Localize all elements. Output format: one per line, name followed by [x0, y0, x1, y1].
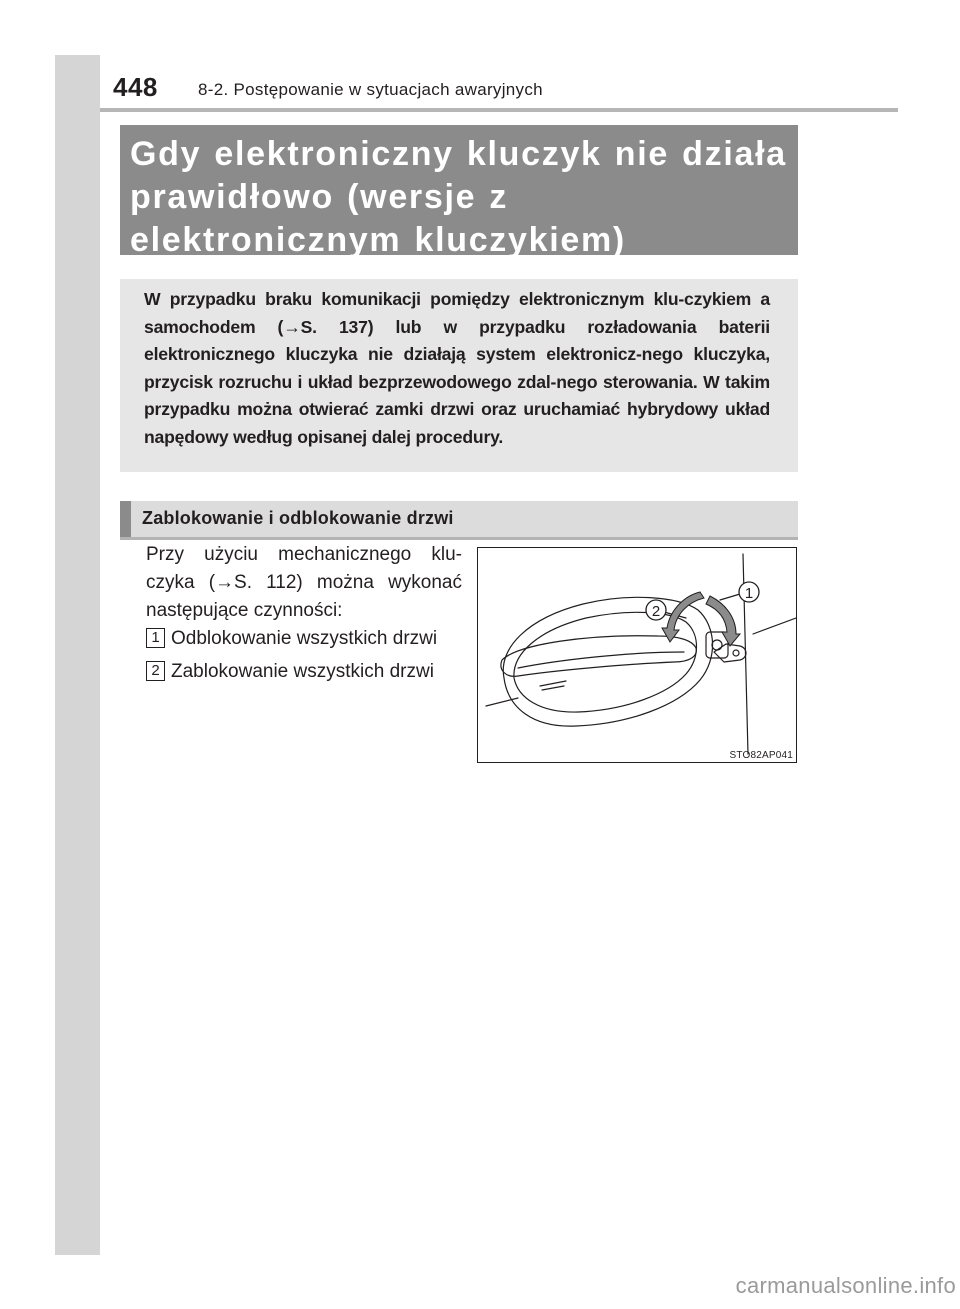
watermark: carmanualsonline.info: [735, 1273, 956, 1298]
page-number: 448: [113, 72, 158, 102]
intro-text: W przypadku braku komunikacji pomiędzy elektronicznym klu-czykiem a samochodem (→S. 137) lub w przypadku rozładowania baterii elektronicznego kluczyka nie działają system elektronicz-nego kluczyka, przycisk rozruchu i układ bezprzewodowego zdal-nego sterowania. W takim przypadku można otwierać zamki drzwi oraz uruchamiać hybrydowy układ napędowy według opisanej dalej procedury.: [144, 289, 770, 447]
step-number-badge: 2: [146, 661, 165, 681]
step-item-lock: [146, 658, 434, 686]
page-title: Gdy elektroniczny kluczyk nie działa prawidłowo (wersje z elektronicznym kluczykiem): [130, 135, 787, 259]
header-rule: [100, 108, 898, 112]
step-item-unlock: [146, 625, 437, 653]
door-handle-illustration: [478, 548, 797, 763]
figure-code: STO82AP041: [729, 750, 793, 761]
door-handle-figure: [477, 547, 797, 763]
subsection-title: Zablokowanie i odblokowanie drzwi: [142, 508, 454, 528]
intro-box: [120, 279, 798, 472]
sidebar-band: [55, 55, 100, 1255]
title-box: [120, 125, 798, 259]
subsection-header: [120, 501, 798, 540]
callout-label-1: 1: [744, 585, 754, 602]
step-number-badge: 1: [146, 628, 165, 648]
step-label: Odblokowanie wszystkich drzwi: [171, 628, 438, 649]
subsection-body: Przy użyciu mechanicznego klu-czyka (→S. 112) można wykonać następujące czynności:: [146, 544, 462, 621]
subsection-accent: [120, 501, 131, 537]
section-path: 8-2. Postępowanie w sytuacjach awaryjnych: [198, 80, 543, 99]
step-label: Zablokowanie wszystkich drzwi: [171, 661, 434, 682]
callout-label-2: 2: [651, 603, 661, 620]
